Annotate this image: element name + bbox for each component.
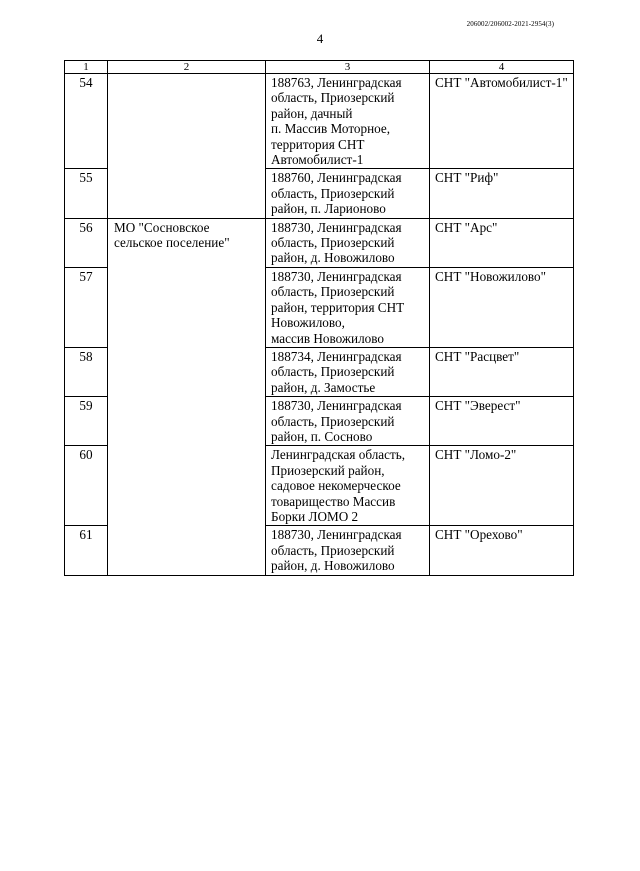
table-row [65, 397, 574, 446]
municipality-cell [108, 267, 266, 347]
address-line: район, территория СНТ [271, 299, 405, 315]
address-cell [266, 526, 430, 575]
address-line: область, Приозерский [271, 284, 395, 300]
address-line: область, Приозерский [271, 413, 395, 429]
table-row [65, 446, 574, 526]
address-line: район, д. Новожилово [271, 250, 395, 266]
address-line: 188760, Ленинградская [271, 170, 402, 186]
table-header-row [65, 61, 574, 74]
table-row [65, 347, 574, 396]
address-line: область, Приозерский [271, 90, 395, 106]
address-cell [266, 446, 430, 526]
address-line: товарищество Массив [271, 493, 396, 509]
row-number: 58 [65, 347, 108, 396]
address-line: садовое некомерческое [271, 478, 401, 494]
municipality-cell [108, 74, 266, 169]
row-number: 54 [65, 74, 108, 169]
row-number: 55 [65, 169, 108, 218]
address-line: область, Приозерский [271, 542, 395, 558]
address-line: область, Приозерский [271, 364, 395, 380]
snt-name-cell: СНТ "Эверест" [430, 397, 574, 446]
address-line: Новожилово, [271, 315, 345, 331]
address-line: п. Массив Моторное, [271, 121, 391, 137]
row-number: 59 [65, 397, 108, 446]
snt-name-cell: СНТ "Ломо-2" [430, 446, 574, 526]
municipality-line: МО "Сосновское [114, 219, 210, 235]
address-line: район, п. Сосново [271, 428, 373, 444]
municipality-cell [108, 397, 266, 446]
table-row [65, 74, 574, 169]
municipality-cell [108, 526, 266, 575]
address-line: Борки ЛОМО 2 [271, 508, 359, 524]
document-id: 206002/206002-2021-2954(3) [466, 20, 554, 28]
address-line: район, п. Ларионово [271, 201, 386, 217]
snt-name-cell: СНТ "Расцвет" [430, 347, 574, 396]
address-line: 188730, Ленинградская [271, 268, 402, 284]
address-line: массив Новожилово [271, 330, 384, 346]
address-cell [266, 347, 430, 396]
column-header-4: 4 [430, 61, 574, 74]
municipality-cell [108, 347, 266, 396]
snt-name-cell: СНТ "Арс" [430, 218, 574, 267]
row-number: 61 [65, 526, 108, 575]
row-number: 60 [65, 446, 108, 526]
column-header-1: 1 [65, 61, 108, 74]
address-line: 188763, Ленинградская [271, 75, 402, 90]
table-row [65, 218, 574, 267]
address-line: район, д. Замостье [271, 379, 376, 395]
address-cell [266, 74, 430, 169]
municipality-cell [108, 446, 266, 526]
address-line: Ленинградская область, [271, 447, 406, 463]
address-line: район, дачный [271, 105, 353, 121]
address-line: 188730, Ленинградская [271, 219, 402, 235]
table-row [65, 267, 574, 347]
settlements-table [64, 60, 574, 576]
municipality-cell [108, 169, 266, 218]
row-number: 56 [65, 218, 108, 267]
address-cell [266, 267, 430, 347]
address-line: Приозерский район, [271, 462, 385, 478]
row-number: 57 [65, 267, 108, 347]
municipality-line: сельское поселение" [114, 235, 230, 251]
table-row [65, 169, 574, 218]
address-line: территория СНТ [271, 136, 365, 152]
address-line: 188734, Ленинградская [271, 348, 402, 364]
address-line: область, Приозерский [271, 185, 395, 201]
address-line: область, Приозерский [271, 235, 395, 251]
snt-name-cell: СНТ "Новожилово" [430, 267, 574, 347]
municipality-cell [108, 218, 266, 267]
address-cell [266, 218, 430, 267]
address-line: район, д. Новожилово [271, 558, 395, 574]
snt-name-cell: СНТ "Орехово" [430, 526, 574, 575]
address-cell [266, 169, 430, 218]
table-row [65, 526, 574, 575]
column-header-3: 3 [266, 61, 430, 74]
page-number: 4 [316, 31, 324, 46]
snt-name-cell: СНТ "Автомобилист-1" [430, 74, 574, 169]
snt-name-cell: СНТ "Риф" [430, 169, 574, 218]
address-line: 188730, Ленинградская [271, 527, 402, 543]
address-line: 188730, Ленинградская [271, 398, 402, 414]
column-header-2: 2 [108, 61, 266, 74]
address-cell [266, 397, 430, 446]
address-line: Автомобилист-1 [271, 152, 364, 168]
